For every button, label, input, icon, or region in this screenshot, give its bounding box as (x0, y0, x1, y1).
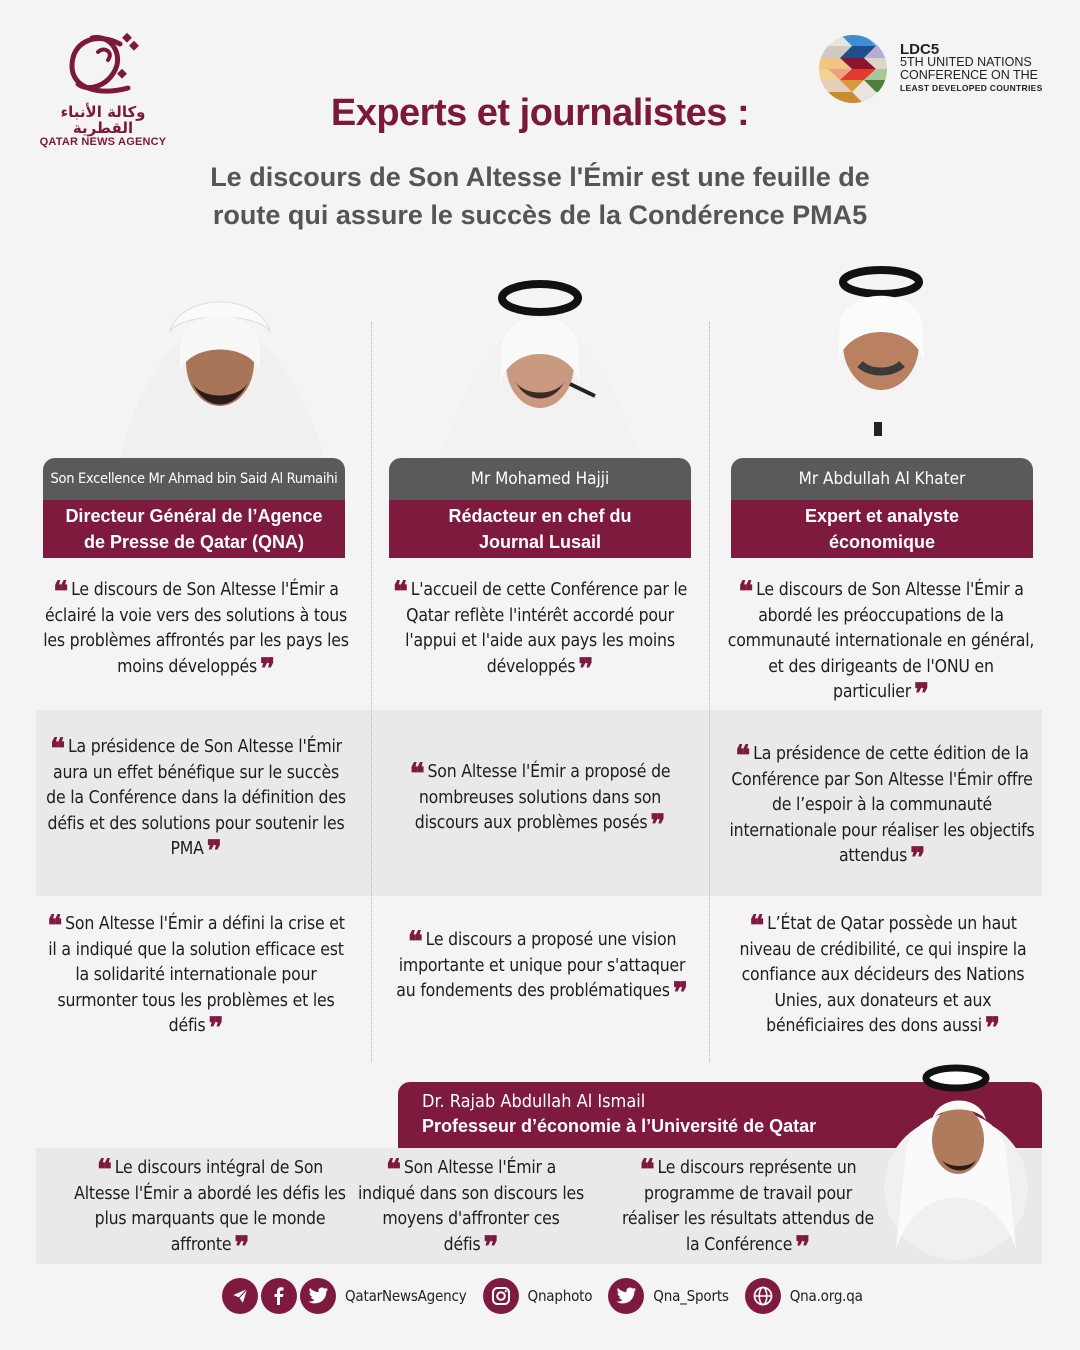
close-quote-icon: ❞ (260, 651, 275, 685)
quote (392, 925, 692, 1009)
role-line-1: Expert et analyste (804, 506, 960, 526)
portrait-hajji (420, 264, 660, 460)
professor-role: Professeur d’économie à l’Université de Qatar (422, 1116, 817, 1136)
close-quote-icon: ❞ (650, 808, 666, 841)
quote (46, 732, 346, 867)
subtitle-line-2: route qui assure le succès de la Condérence PMA5 (212, 200, 868, 230)
ldc5-label: LDC5 (900, 41, 940, 58)
role-line-2: économique (828, 532, 935, 552)
social-footer (222, 1278, 879, 1314)
open-quote-icon: ❝ (53, 575, 69, 608)
ldc5-text (900, 43, 1043, 95)
quote (392, 757, 688, 841)
page-title: Experts et journalistes : (330, 92, 750, 134)
portrait-al-ismail (876, 1060, 1036, 1260)
person-photo-icon (876, 1060, 1036, 1260)
quote (726, 739, 1038, 874)
person-photo-icon (420, 264, 660, 460)
role-line-1: Directeur Général de l’Agence (65, 506, 323, 526)
expert-role (43, 500, 345, 558)
quote-text: Le discours représente un programme de travail pour réaliser les résultats attendus de la Conférence (621, 1158, 875, 1255)
quote-text: Le discours intégral de Son Altesse l'Émir a abordé les défis les plus marquants que le monde affronte (74, 1158, 346, 1255)
twitter-icon[interactable] (608, 1278, 644, 1314)
open-quote-icon: ❝ (50, 732, 65, 765)
close-quote-icon: ❞ (984, 1011, 1000, 1044)
expert-card-3 (731, 458, 1033, 558)
quote (356, 1153, 586, 1263)
column-divider (709, 322, 710, 1062)
expert-name: Mr Abdullah Al Khater (731, 458, 1033, 500)
close-quote-icon: ❞ (914, 677, 929, 710)
expert-name: Mr Mohamed Hajji (389, 458, 691, 500)
ldc5-line3: CONFERENCE ON THE (900, 68, 1038, 82)
portrait-al-rumaihi (110, 272, 330, 460)
quote-text: Le discours a proposé une vision importante et unique pour s'attaquer au fondements des problématiques (396, 930, 686, 1001)
open-quote-icon: ❝ (47, 909, 63, 942)
qna-arabic-name: وكالة الأنباء القطرية (60, 103, 146, 137)
handle-main-link[interactable]: QatarNewsAgency (345, 1287, 467, 1305)
open-quote-icon: ❝ (96, 1153, 112, 1186)
quote-text: Son Altesse l'Émir a proposé de nombreuses solutions dans son discours aux problèmes posés (414, 762, 671, 833)
quote (46, 909, 346, 1044)
quote-text: L'accueil de cette Conférence par le Qatar reflète l'intérêt accordé pour l'appui et l'aide aux pays les moins développés (405, 580, 688, 677)
handle-sports-link[interactable]: Qna_Sports (653, 1287, 729, 1305)
quote-text: La présidence de Son Altesse l'Émir aura un effet bénéfique sur le succès de la Conférence dans la définition des défis et des solutions pour soutenir les PMA (46, 737, 346, 859)
quote (722, 575, 1040, 710)
person-photo-icon (110, 272, 330, 460)
close-quote-icon: ❞ (795, 1229, 811, 1263)
qna-english-name: QATAR NEWS AGENCY (39, 136, 167, 148)
facebook-icon[interactable] (261, 1278, 297, 1314)
instagram-icon[interactable] (483, 1278, 519, 1314)
telegram-icon[interactable] (222, 1278, 258, 1314)
person-photo-icon (748, 262, 1014, 460)
close-quote-icon: ❞ (578, 651, 594, 685)
portrait-al-khater (748, 262, 1014, 460)
page-subtitle (0, 158, 1080, 234)
open-quote-icon: ❝ (392, 575, 408, 608)
quote-text: Le discours de Son Altesse l'Émir a éclairé la voie vers des solutions à tous les problèmes affrontés par les pays les moins développés (43, 580, 349, 677)
close-quote-icon: ❞ (206, 834, 222, 867)
expert-role (731, 500, 1033, 558)
close-quote-icon: ❞ (910, 841, 926, 874)
ldc5-line4: LEAST DEVELOPED COUNTRIES (900, 83, 1043, 93)
close-quote-icon: ❞ (208, 1011, 224, 1044)
twitter-icon[interactable] (300, 1278, 336, 1314)
expert-name: Son Excellence Mr Ahmad bin Said Al Rumaihi (43, 458, 345, 500)
professor-name: Dr. Rajab Abdullah Al Ismail (422, 1091, 646, 1112)
ldc5-line2: 5TH UNITED NATIONS (900, 55, 1032, 69)
close-quote-icon: ❞ (483, 1229, 499, 1263)
quote-text: Son Altesse l'Émir a défini la crise et il a indiqué que la solution efficace est la solidarité internationale pour surmonter tous les problèmes et les défis (48, 914, 345, 1036)
open-quote-icon: ❝ (735, 739, 751, 772)
role-line-1: Rédacteur en chef du (448, 506, 632, 526)
quote (40, 575, 352, 685)
open-quote-icon: ❝ (749, 909, 765, 942)
globe-icon[interactable] (745, 1278, 781, 1314)
open-quote-icon: ❝ (738, 575, 754, 608)
role-line-2: Journal Lusail (478, 532, 602, 552)
quote-text: Son Altesse l'Émir a indiqué dans son discours les moyens d'affronter ces défis (357, 1158, 584, 1255)
expert-card-2 (389, 458, 691, 558)
quote-text: La présidence de cette édition de la Conférence par Son Altesse l'Émir offre de l’espoir à la communauté internationale pour réaliser les objectifs attendus (729, 744, 1035, 866)
quote (384, 575, 696, 685)
close-quote-icon: ❞ (234, 1229, 250, 1263)
quote (618, 1153, 878, 1263)
handle-instagram-link[interactable]: Qnaphoto (527, 1287, 593, 1305)
open-quote-icon: ❝ (385, 1153, 401, 1186)
role-line-2: de Presse de Qatar (QNA) (83, 532, 305, 552)
open-quote-icon: ❝ (409, 757, 425, 790)
expert-role (389, 500, 691, 558)
quote-text: L’État de Qatar possède un haut niveau de crédibilité, ce qui inspire la confiance aux décideurs des Nations Unies, aux donateurs et aux bénéficiaires des dons aussi (739, 914, 1027, 1036)
open-quote-icon: ❝ (639, 1153, 655, 1186)
quote (728, 909, 1038, 1044)
column-divider (371, 322, 372, 1062)
open-quote-icon: ❝ (407, 925, 423, 958)
website-link[interactable]: Qna.org.qa (789, 1287, 863, 1305)
quote-text: Le discours de Son Altesse l'Émir a abordé les préoccupations de la communauté internationale en général, et des dirigeants de l'ONU en particulier (727, 580, 1035, 702)
expert-card-1 (43, 458, 345, 558)
subtitle-line-1: Le discours de Son Altesse l'Émir est une feuille de (210, 162, 870, 192)
quote (70, 1153, 350, 1263)
close-quote-icon: ❞ (672, 976, 688, 1009)
